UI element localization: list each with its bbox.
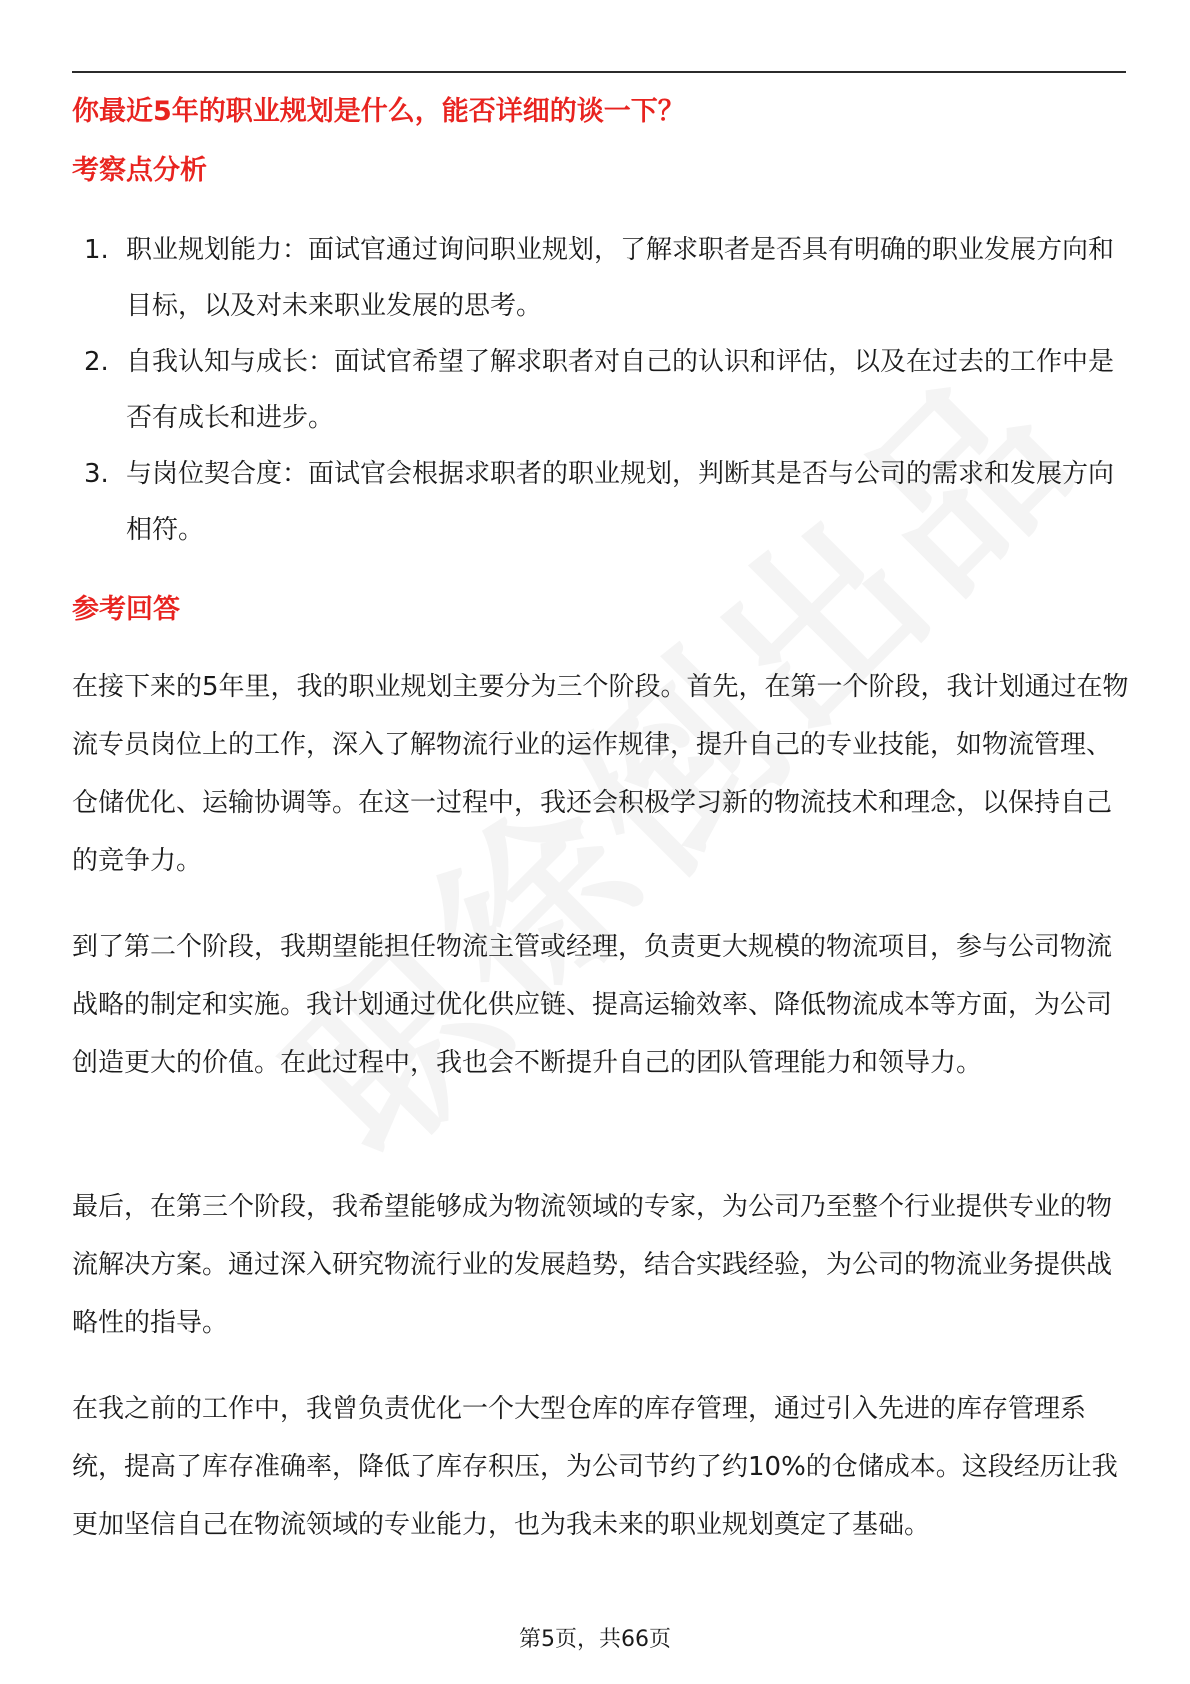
- question-title: 你最近5年的职业规划是什么，能否详细的谈一下？: [72, 96, 685, 127]
- answer-heading: 参考回答: [72, 594, 180, 625]
- point-number: 1.: [84, 235, 109, 265]
- answer-paragraph: 在我之前的工作中，我曾负责优化一个大型仓库的库存管理，通过引入先进的库存管理系统，提高了库存准确率，降低了库存积压，为公司节约了约10%的仓储成本。这段经历让我更加坚信自己在物流领域的专业能力，也为我未来的职业规划奠定了基础。: [72, 1394, 1118, 1540]
- point-number: 3.: [84, 459, 109, 489]
- point-text: 职业规划能力：面试官通过询问职业规划，了解求职者是否具有明确的职业发展方向和目标，以及对未来职业发展的思考。: [126, 235, 1115, 321]
- analysis-points-list: [72, 222, 1132, 558]
- answer-paragraph: 到了第二个阶段，我期望能担任物流主管或经理，负责更大规模的物流项目，参与公司物流战略的制定和实施。我计划通过优化供应链、提高运输效率、降低物流成本等方面，为公司创造更大的价值。在此过程中，我也会不断提升自己的团队管理能力和领导力。: [72, 932, 1113, 1078]
- point-text: 自我认知与成长：面试官希望了解求职者对自己的认识和评估，以及在过去的工作中是否有成长和进步。: [126, 347, 1115, 433]
- analysis-heading: 考察点分析: [72, 155, 207, 186]
- answer-paragraph: 最后，在第三个阶段，我希望能够成为物流领域的专家，为公司乃至整个行业提供专业的物流解决方案。通过深入研究物流行业的发展趋势，结合实践经验，为公司的物流业务提供战略性的指导。: [72, 1192, 1113, 1338]
- top-divider: [72, 71, 1126, 73]
- analysis-point: [72, 446, 1132, 558]
- analysis-point: [72, 334, 1132, 446]
- point-number: 2.: [84, 347, 109, 377]
- answer-paragraph: 在接下来的5年里，我的职业规划主要分为三个阶段。首先，在第一个阶段，我计划通过在物流专员岗位上的工作，深入了解物流行业的运作规律，提升自己的专业技能，如物流管理、仓储优化、运输协调等。在这一过程中，我还会积极学习新的物流技术和理念，以保持自己的竞争力。: [72, 672, 1129, 876]
- page-number: 第5页，共66页: [519, 1627, 671, 1652]
- analysis-point: [72, 222, 1132, 334]
- point-text: 与岗位契合度：面试官会根据求职者的职业规划，判断其是否与公司的需求和发展方向相符。: [126, 459, 1115, 545]
